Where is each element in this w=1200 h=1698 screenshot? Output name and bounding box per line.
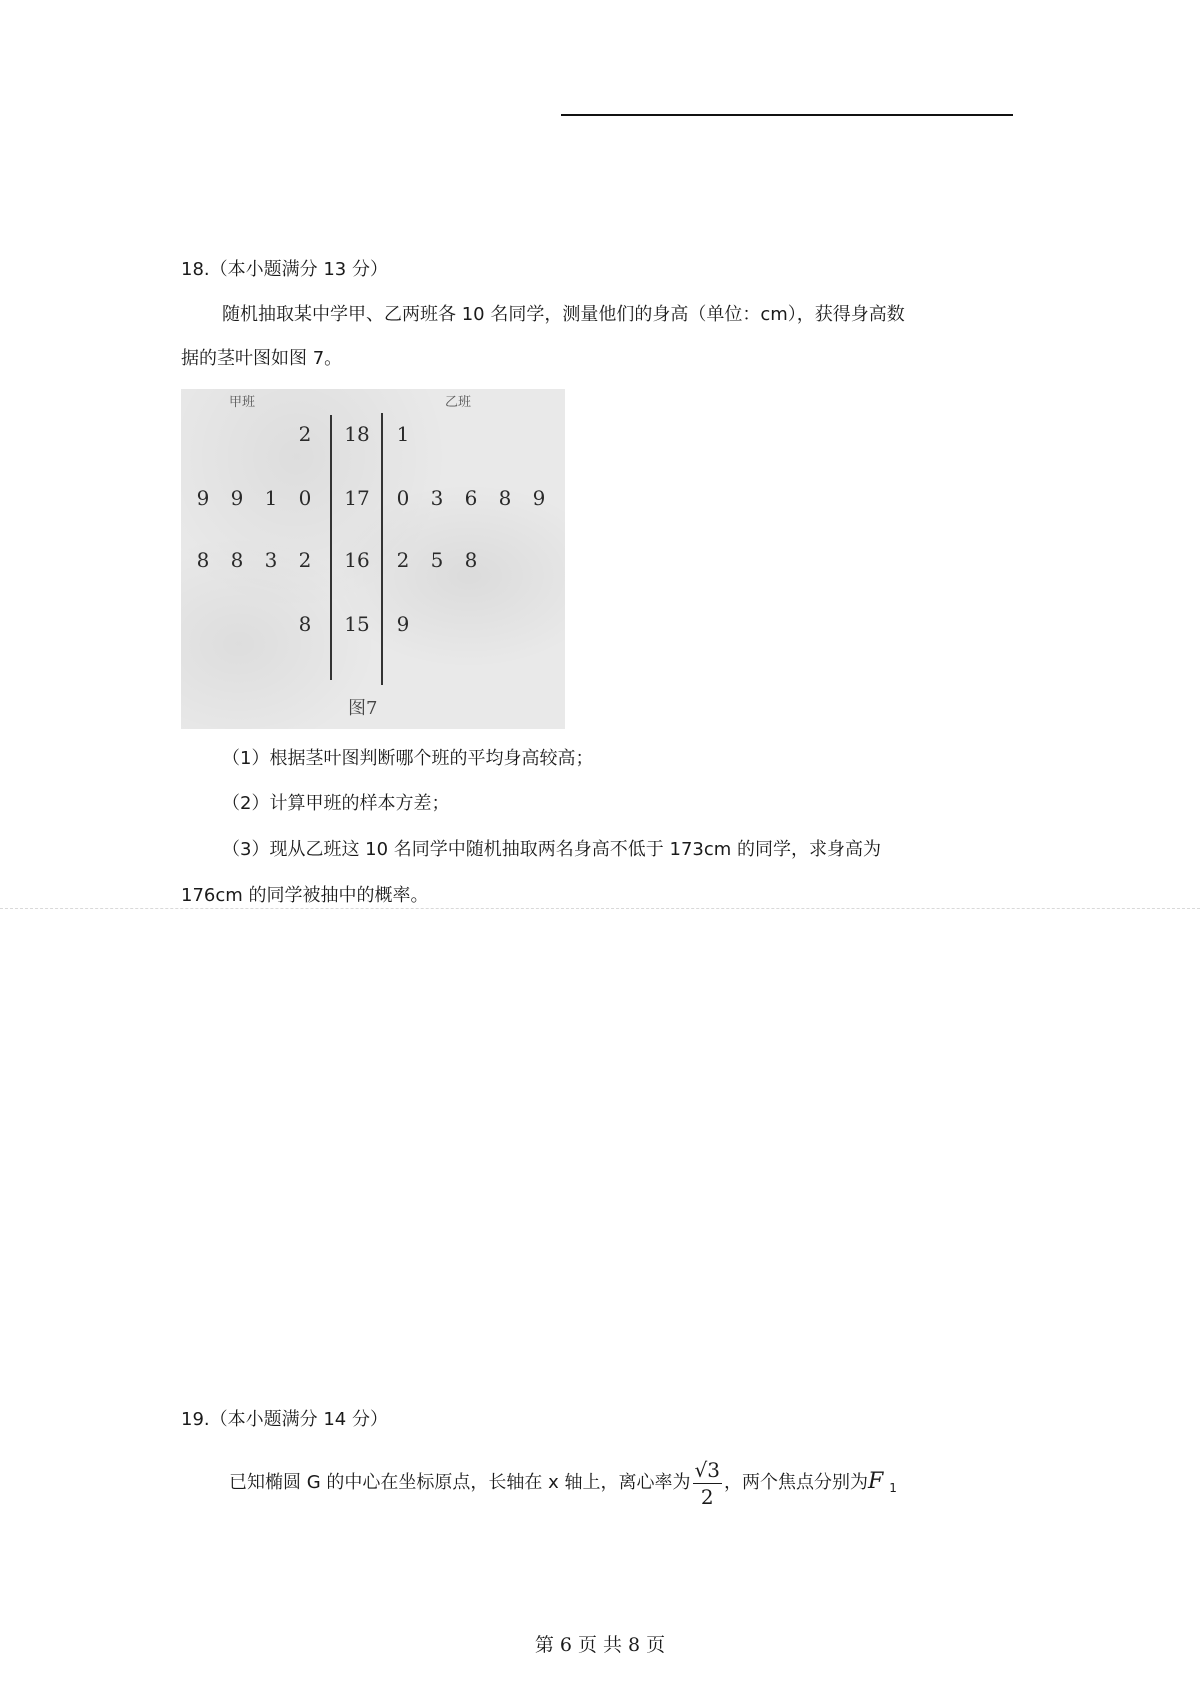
fraction-numerator	[693, 1457, 722, 1484]
q19-statement	[229, 1454, 897, 1514]
left-leaf: 3	[264, 548, 278, 572]
stem-leaf-figure	[181, 389, 565, 729]
left-class-label: 甲班	[229, 395, 256, 410]
q19-header: 19.（本小题满分 14 分）	[181, 1409, 388, 1430]
stem-leaf-row	[181, 609, 565, 639]
q18-part2: （2）计算甲班的样本方差；	[222, 793, 450, 814]
fraction-denominator: 2	[700, 1484, 714, 1509]
q18-part1: （1）根据茎叶图判断哪个班的平均身高较高；	[222, 748, 594, 769]
left-leaf: 9	[230, 486, 244, 510]
stem-value: 16	[344, 548, 370, 572]
left-leaf: 1	[264, 486, 278, 510]
left-leaf: 0	[298, 486, 312, 510]
right-leaf: 5	[430, 548, 444, 572]
focus-variable: F	[867, 1469, 884, 1494]
right-leaf: 9	[532, 486, 546, 510]
page-footer: 第 6 页 共 8 页	[534, 1634, 666, 1656]
sqrt-symbol: √	[694, 1457, 708, 1482]
right-leaf: 2	[396, 548, 410, 572]
section-separator	[0, 908, 1200, 909]
q19-text-before: 已知椭圆 G 的中心在坐标原点，长轴在 x 轴上，离心率为	[229, 1472, 691, 1493]
right-leaf: 1	[396, 422, 410, 446]
right-class-label: 乙班	[445, 395, 472, 410]
left-leaf: 8	[196, 548, 210, 572]
right-leaf: 8	[464, 548, 478, 572]
stem-value: 18	[344, 422, 370, 446]
numerator-value: 3	[707, 1457, 720, 1482]
left-leaf: 9	[196, 486, 210, 510]
right-leaf: 8	[498, 486, 512, 510]
left-leaf: 2	[298, 548, 312, 572]
q18-intro-line1: 随机抽取某中学甲、乙两班各 10 名同学，测量他们的身高（单位：cm），获得身高数	[222, 304, 905, 325]
eccentricity-fraction	[693, 1457, 722, 1510]
q18-part3-line1: （3）现从乙班这 10 名同学中随机抽取两名身高不低于 173cm 的同学，求身高为	[222, 839, 882, 860]
right-leaf: 3	[430, 486, 444, 510]
right-leaf: 9	[396, 612, 410, 636]
right-leaf: 0	[396, 486, 410, 510]
left-leaf: 2	[298, 422, 312, 446]
figure-caption: 图7	[348, 698, 378, 719]
stem-value: 17	[344, 486, 370, 510]
stem-value: 15	[344, 612, 370, 636]
left-leaf: 8	[230, 548, 244, 572]
stem-leaf-row	[181, 483, 565, 513]
answer-blank-line	[561, 114, 1013, 116]
q18-header: 18.（本小题满分 13 分）	[181, 259, 388, 280]
stem-leaf-row	[181, 419, 565, 449]
right-leaf: 6	[464, 486, 478, 510]
left-leaf: 8	[298, 612, 312, 636]
q19-text-after: ，两个焦点分别为	[723, 1472, 868, 1493]
stem-leaf-row	[181, 545, 565, 575]
focus-subscript: 1	[889, 1481, 897, 1495]
q18-part3-line2: 176cm 的同学被抽中的概率。	[181, 885, 429, 906]
q18-intro-line2: 据的茎叶图如图 7。	[181, 348, 343, 369]
